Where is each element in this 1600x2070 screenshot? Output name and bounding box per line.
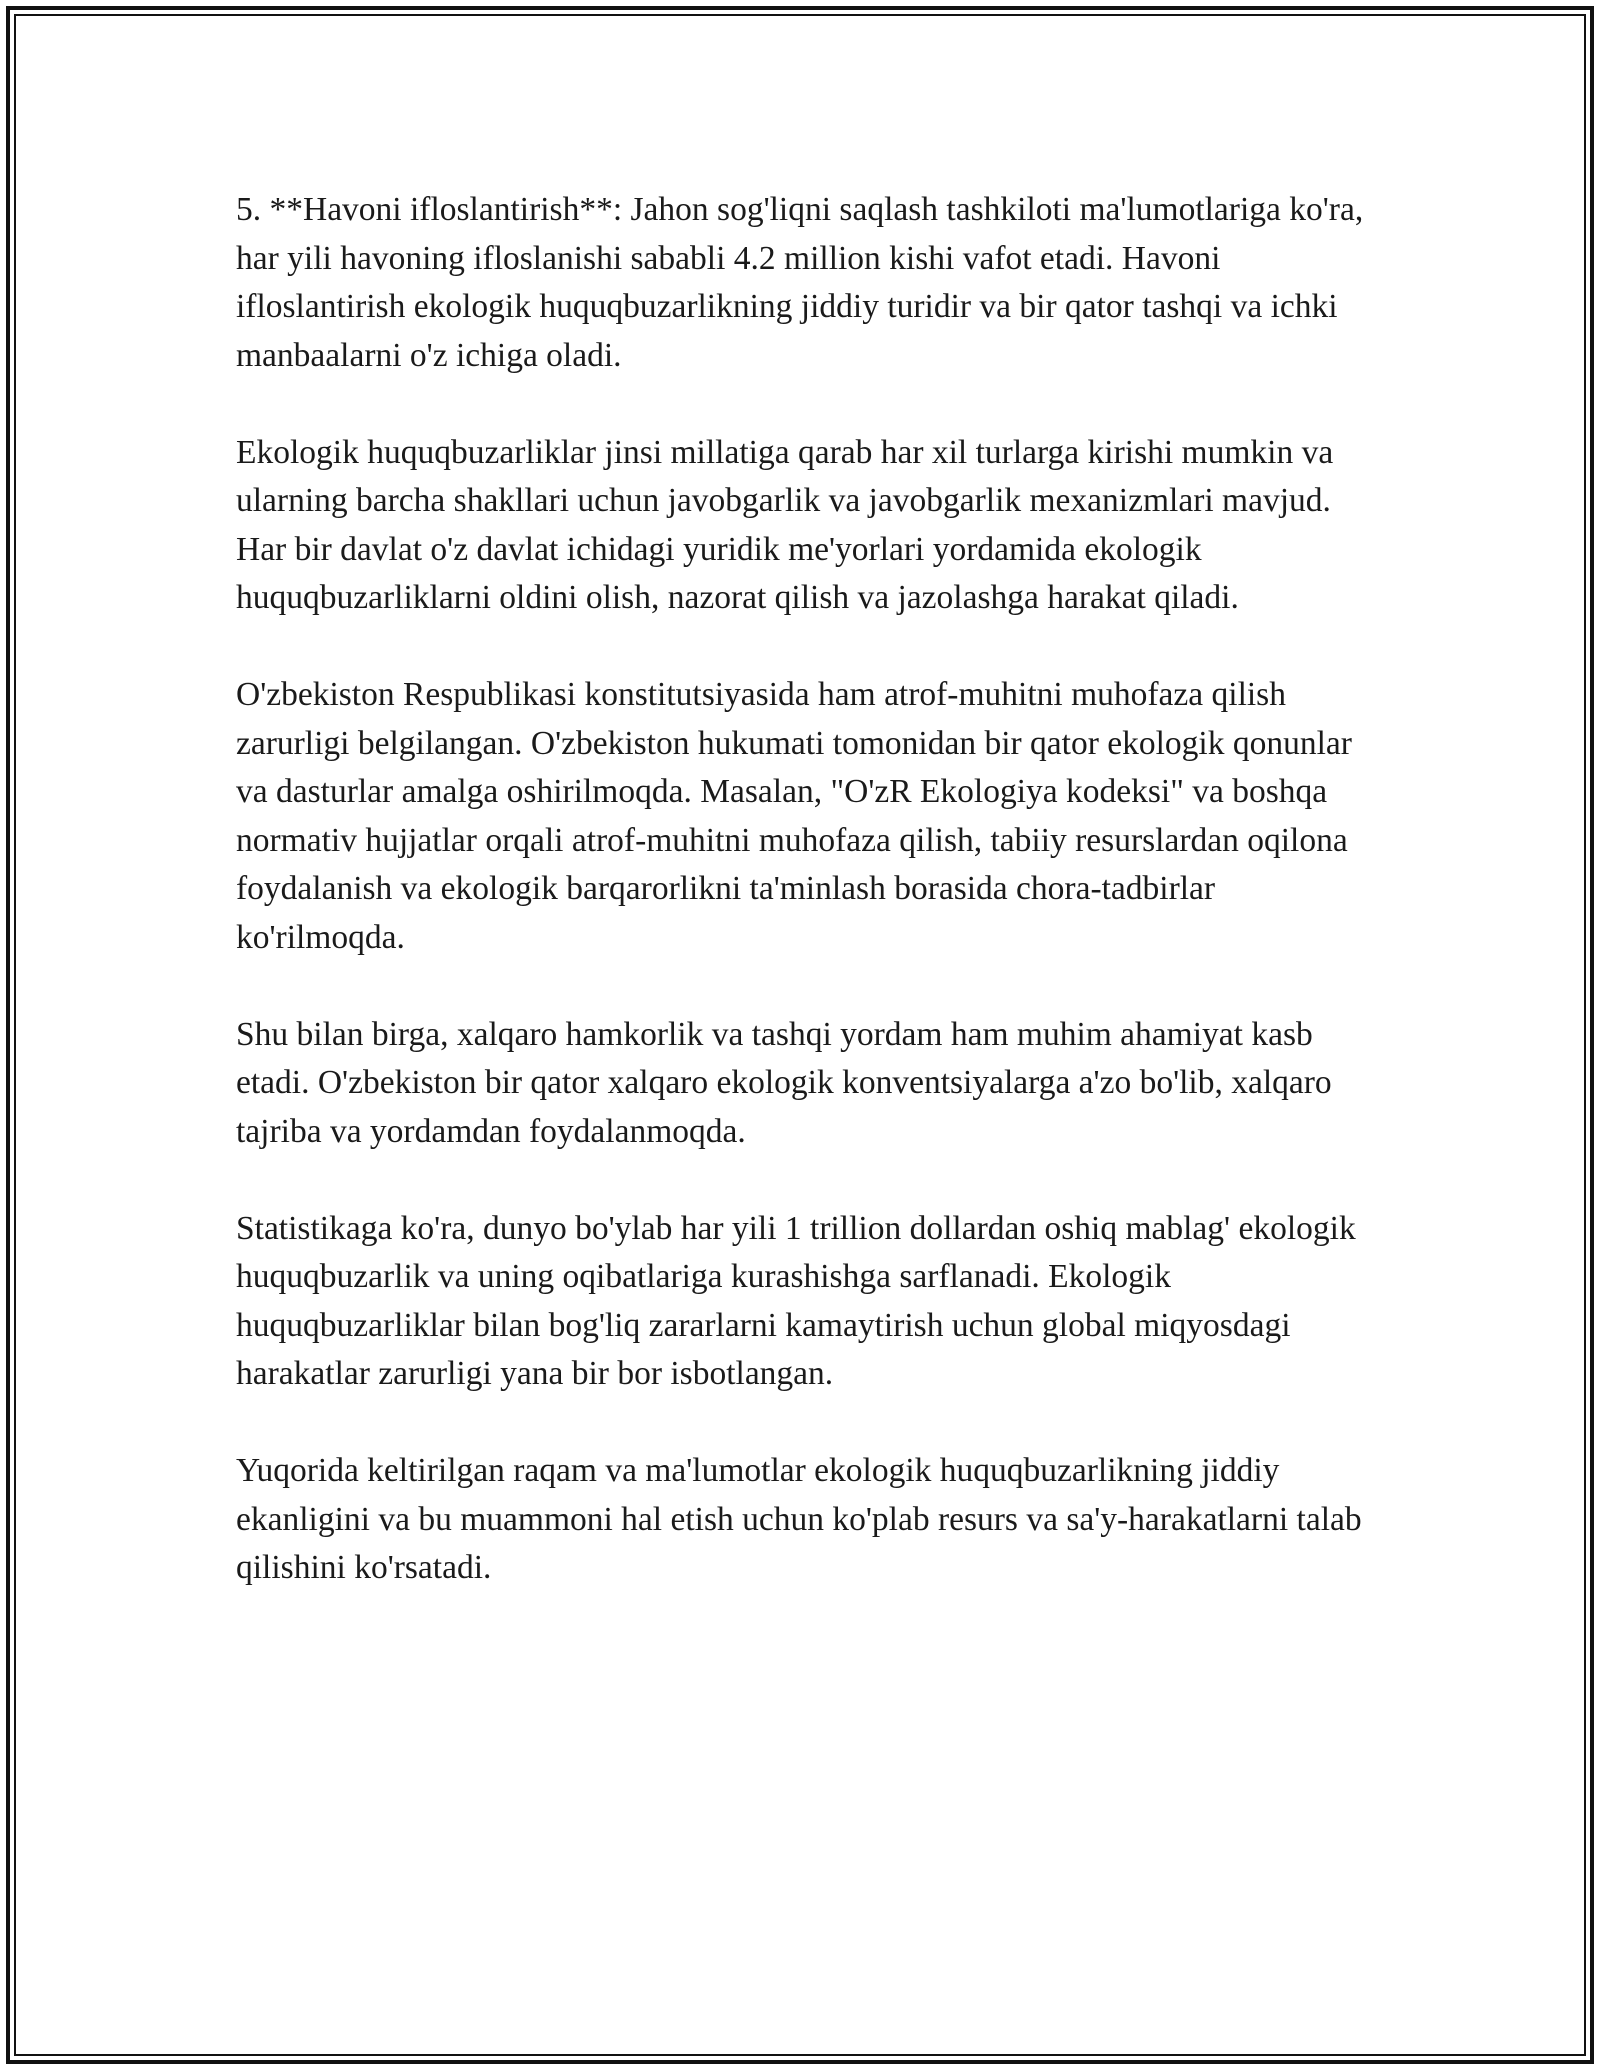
paragraph-statistics: Statistikaga ko'ra, dunyo bo'ylab har yili 1 trillion dollardan oshiq mablag' ekologik huquqbuzarlik va uning oqibatlariga kurashishga sarflanadi. Ekologik huquqbuzarliklar bilan bog'liq zararlarni kamaytirish uchun global miqyosdagi harakatlar zarurligi yana bir bor isbotlangan.: [236, 1209, 1356, 1392]
paragraph-conclusion: Yuqorida keltirilgan raqam va ma'lumotlar ekologik huquqbuzarlikning jiddiy ekanligini va bu muammoni hal etish uchun ko'plab resurs va sa'y-harakatlarni talab qilishini ko'rsatadi.: [236, 1452, 1362, 1586]
paragraph-uzbekistan-constitution: O'zbekiston Respublikasi konstitutsiyasida ham atrof-muhitni muhofaza qilish zarurligi belgilangan. O'zbekiston hukumati tomonidan bir qator ekologik qonunlar va dasturlar amalga oshirilmoqda. Masalan, "O'zR Ekologiya kodeksi" va boshqa normativ hujjatlar orqali atrof-muhitni muhofaza qilish, tabiiy resurslardan oqilona foydalanish va ekologik barqarorlikni ta'minlash borasida chora-tadbirlar ko'rilmoqda.: [236, 676, 1352, 956]
document-body: [236, 186, 1366, 1641]
paragraph-international-cooperation: Shu bilan birga, xalqaro hamkorlik va tashqi yordam ham muhim ahamiyat kasb etadi. O'zbekiston bir qator xalqaro ekologik konventsiyalarga a'zo bo'lib, xalqaro tajriba va yordamdan foydalanmoqda.: [236, 1015, 1332, 1150]
paragraph-ecological-offenses: Ekologik huquqbuzarliklar jinsi millatiga qarab har xil turlarga kirishi mumkin va ularning barcha shakllari uchun javobgarlik va javobgarlik mexanizmlari mavjud. Har bir davlat o'z davlat ichidagi yuridik me'yorlari yordamida ekologik huquqbuzarliklarni oldini olish, nazorat qilish va jazolashga harakat qiladi.: [236, 433, 1334, 616]
paragraph-air-pollution: 5. **Havoni ifloslantirish**: Jahon sog'liqni saqlash tashkiloti ma'lumotlariga ko'ra, har yili havoning ifloslanishi sababli 4.2 million kishi vafot etadi. Havoni ifloslantirish ekologik huquqbuzarlikning jiddiy turidir va bir qator tashqi va ichki manbaalarni o'z ichiga oladi.: [236, 191, 1364, 374]
